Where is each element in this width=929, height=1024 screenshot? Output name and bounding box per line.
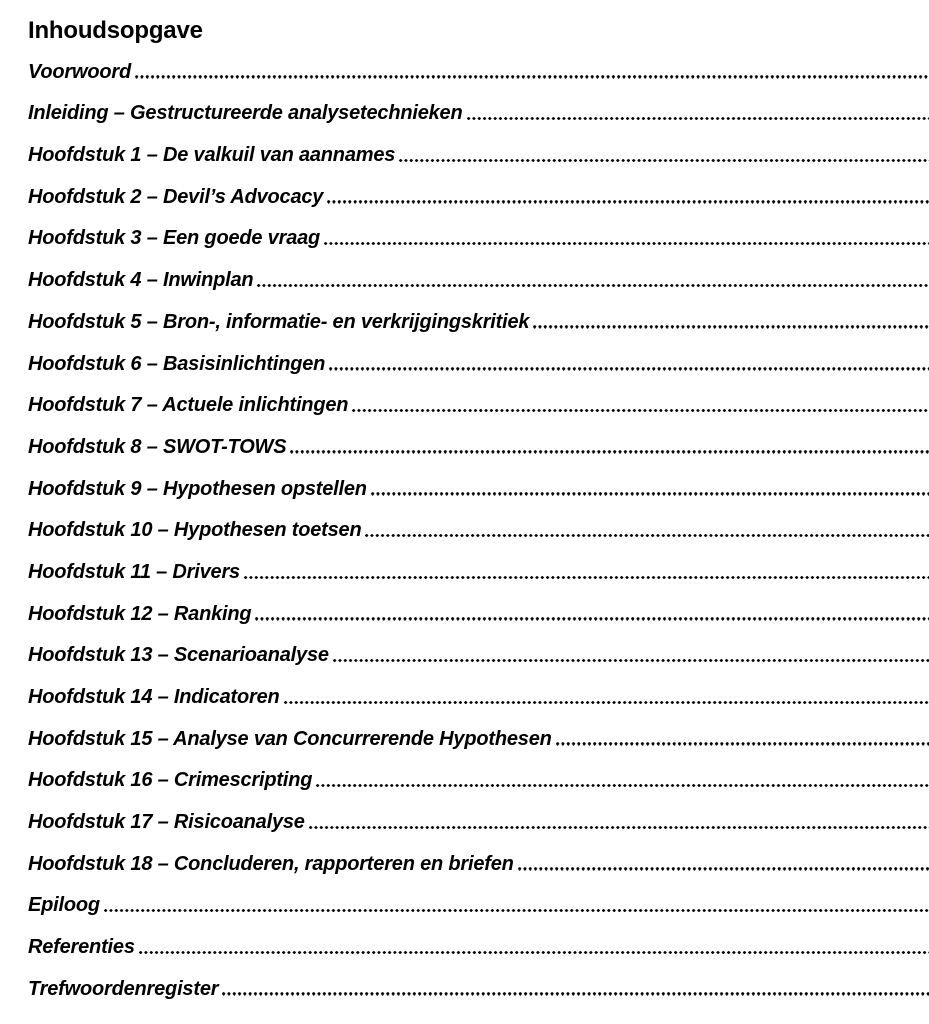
dot-leader (315, 784, 929, 787)
toc-entry[interactable] (0, 963, 929, 1005)
dot-leader (103, 909, 929, 912)
toc-entry-label[interactable]: Hoofdstuk 3 – Een goede vraag (28, 227, 321, 250)
dot-leader (283, 701, 929, 704)
toc-entry-label[interactable]: Hoofdstuk 16 – Crimescripting (28, 769, 313, 792)
dot-leader (323, 242, 929, 245)
dot-leader (243, 576, 929, 579)
toc-entry-label[interactable]: Inleiding – Gestructureerde analysetechnieken (28, 102, 463, 125)
toc-entry[interactable] (0, 129, 929, 171)
dot-leader (364, 534, 929, 537)
dot-leader (256, 284, 929, 287)
toc-entry-label[interactable]: Hoofdstuk 13 – Scenarioanalyse (28, 644, 329, 667)
toc-entry-label[interactable]: Voorwoord (28, 60, 132, 83)
toc-entry[interactable] (0, 588, 929, 630)
toc-entry[interactable] (0, 171, 929, 213)
toc-entry[interactable] (0, 755, 929, 797)
dot-leader (532, 325, 929, 328)
toc-entry-label[interactable]: Hoofdstuk 8 – SWOT-TOWS (28, 435, 287, 458)
toc-entry[interactable] (0, 213, 929, 255)
dot-leader (517, 867, 929, 870)
toc-entry-label[interactable]: Hoofdstuk 14 – Indicatoren (28, 686, 280, 708)
toc-entry-label[interactable]: Epiloog (28, 894, 100, 917)
toc-entry[interactable] (0, 254, 929, 296)
toc-entry-label[interactable]: Hoofdstuk 4 – Inwinplan (28, 269, 254, 292)
toc-entry[interactable] (0, 338, 929, 380)
toc-entry-label[interactable]: Hoofdstuk 5 – Bron-, informatie- en verkrijgingskritiek (28, 310, 530, 333)
toc-entry[interactable] (0, 921, 929, 963)
toc-entry-label[interactable]: Referenties (28, 936, 135, 959)
toc-entry-label[interactable]: Trefwoordenregister (28, 977, 219, 1000)
toc-entry-label[interactable]: Hoofdstuk 11 – Drivers (28, 560, 240, 583)
toc-entry[interactable] (0, 546, 929, 588)
toc-entry[interactable] (0, 505, 929, 547)
dot-leader (398, 159, 929, 162)
dot-leader (555, 742, 929, 745)
dot-leader (328, 367, 929, 370)
dot-leader (138, 951, 929, 954)
toc-entry-label[interactable]: Hoofdstuk 17 – Risicoanalyse (28, 811, 305, 834)
dot-leader (254, 617, 929, 620)
dot-leader (134, 75, 929, 78)
toc-entry[interactable] (0, 296, 929, 338)
page-title: Inhoudsopgave (28, 17, 203, 44)
toc-entry[interactable] (0, 88, 929, 130)
dot-leader (289, 450, 929, 453)
dot-leader (351, 409, 929, 412)
toc-entry-label[interactable]: Hoofdstuk 6 – Basisinlichtingen (28, 352, 326, 375)
toc-entry[interactable] (0, 880, 929, 922)
toc-entry-label[interactable]: Hoofdstuk 2 – Devil’s Advocacy (28, 185, 324, 208)
toc-entry-label[interactable]: Hoofdstuk 10 – Hypothesen toetsen (28, 519, 362, 542)
toc-entry-label[interactable]: Hoofdstuk 12 – Ranking (28, 602, 252, 625)
toc-entry[interactable] (0, 796, 929, 838)
dot-leader (332, 659, 929, 662)
dot-leader (326, 200, 929, 203)
toc-entry[interactable] (0, 421, 929, 463)
toc-entry-label[interactable]: Hoofdstuk 7 – Actuele inlichtingen (28, 394, 349, 417)
toc-entry-label[interactable]: Hoofdstuk 1 – De valkuil van aannames (28, 144, 396, 167)
dot-leader (221, 992, 929, 995)
toc-entry[interactable] (0, 671, 929, 713)
toc-list (0, 46, 929, 1005)
toc-entry[interactable] (0, 713, 929, 755)
toc-entry-label[interactable]: Hoofdstuk 18 – Concluderen, rapporteren en briefen (28, 852, 514, 875)
dot-leader (466, 117, 929, 120)
dot-leader (370, 492, 929, 495)
toc-entry[interactable] (0, 630, 929, 672)
toc-entry[interactable] (0, 838, 929, 880)
toc-entry[interactable] (0, 380, 929, 422)
toc-entry[interactable] (0, 463, 929, 505)
toc-entry-label[interactable]: Hoofdstuk 9 – Hypothesen opstellen (28, 477, 367, 500)
toc-entry-label[interactable]: Hoofdstuk 15 – Analyse van Concurrerende Hypothesen (28, 727, 552, 750)
dot-leader (308, 826, 929, 829)
toc-entry[interactable] (0, 46, 929, 88)
